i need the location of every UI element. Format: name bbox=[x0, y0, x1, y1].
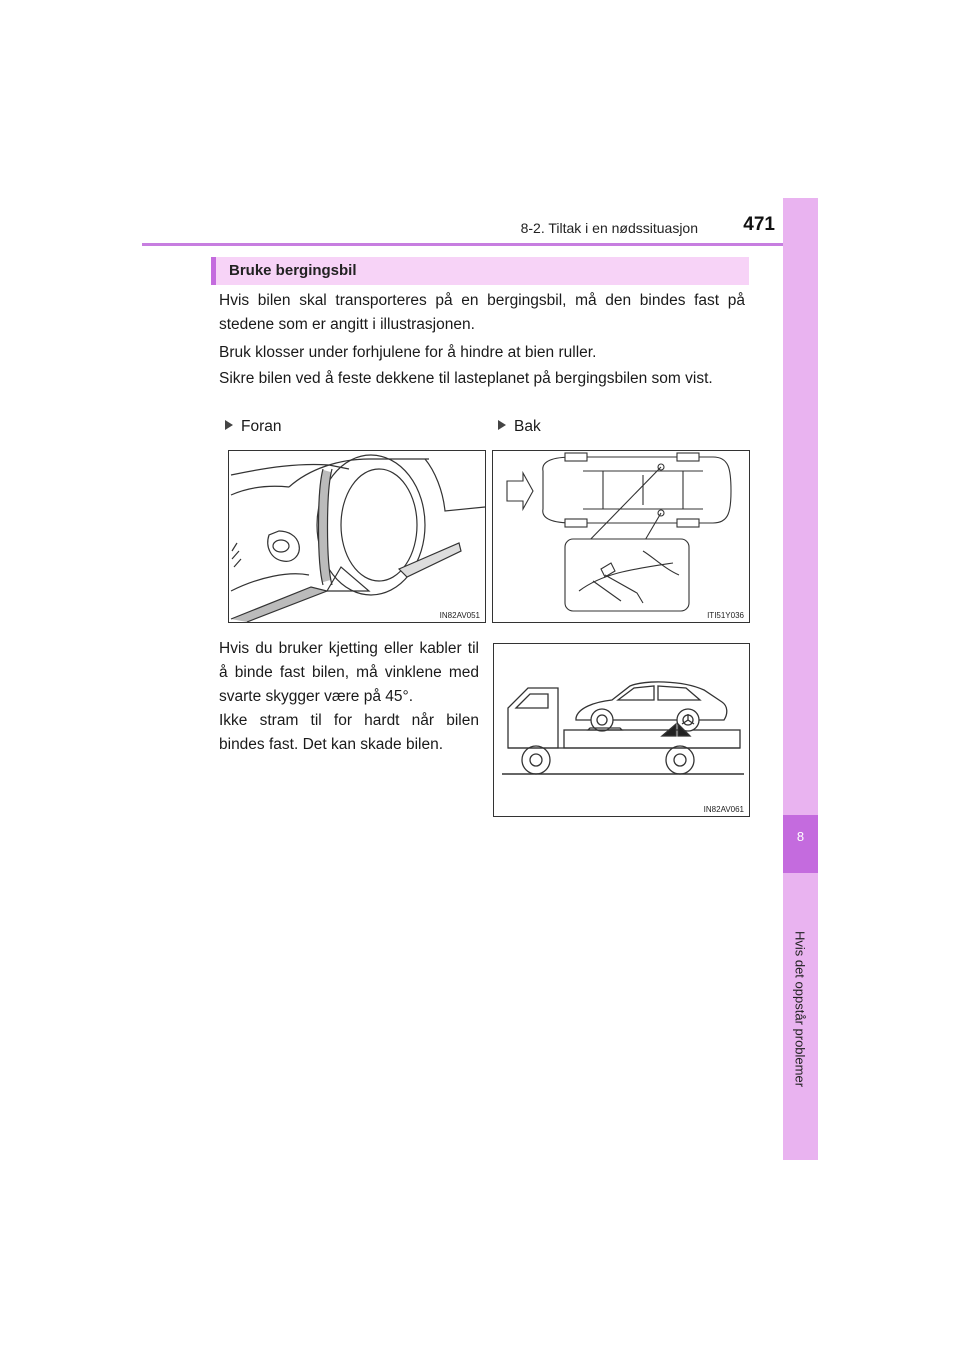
triangle-bullet-icon bbox=[225, 420, 233, 430]
chapter-number: 8 bbox=[796, 829, 805, 844]
paragraph-secure-tires: Sikre bilen ved å feste dekkene til lasteplanet på bergingsbilen som vist. bbox=[219, 370, 713, 387]
paragraph-dont-overtighten: Ikke stram til for hardt når bilen bindes fast. Det kan skade bilen. bbox=[219, 712, 479, 753]
sublabel-front-text: Foran bbox=[241, 418, 282, 435]
sublabel-rear bbox=[498, 418, 541, 436]
paragraph-chains-angle: Hvis du bruker kjetting eller kabler til å binde fast bilen, må vinklene med svarte skygger være på 45°. bbox=[219, 640, 479, 705]
figure-truck-code: IN82AV061 bbox=[703, 805, 744, 814]
section-title-bar bbox=[211, 257, 749, 285]
sublabel-front bbox=[225, 418, 282, 436]
header-section-title: 8-2. Tiltak i en nødssituasjon bbox=[520, 220, 698, 236]
figure-rear-underside bbox=[492, 450, 750, 623]
figure-flatbed-truck bbox=[493, 643, 750, 817]
triangle-bullet-icon bbox=[498, 420, 506, 430]
section-title: Bruke bergingsbil bbox=[229, 262, 357, 279]
figure-rear-code: ITI51Y036 bbox=[707, 611, 744, 620]
figure-front-code: IN82AV051 bbox=[439, 611, 480, 620]
figure-front-wheel bbox=[228, 450, 486, 623]
sublabel-rear-text: Bak bbox=[514, 418, 541, 435]
page-number: 471 bbox=[743, 214, 775, 235]
chapter-title: Hvis det oppstår problemer bbox=[792, 930, 808, 1088]
paragraph-chocks: Bruk klosser under forhjulene for å hindre at bien ruller. bbox=[219, 344, 597, 361]
chapter-number-box bbox=[783, 815, 818, 873]
paragraph-transport: Hvis bilen skal transporteres på en bergingsbil, må den bindes fast på stedene som er angitt i illustrasjonen. bbox=[219, 292, 745, 333]
header-rule bbox=[142, 243, 818, 246]
